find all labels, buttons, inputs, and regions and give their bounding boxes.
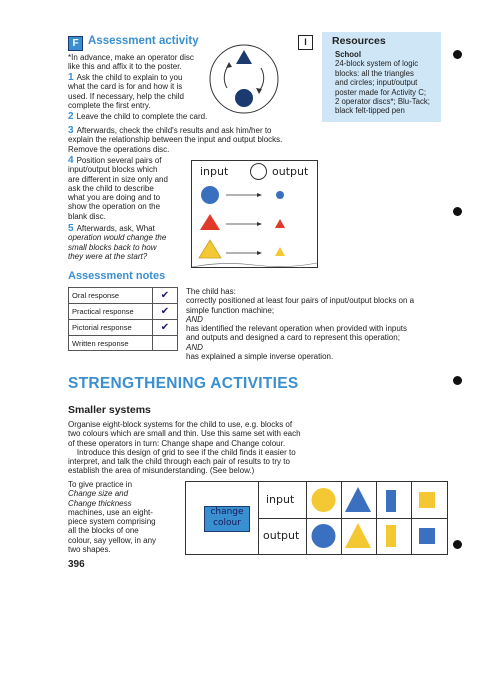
step-1-text: what the card is for and how it is <box>68 82 183 92</box>
step-3-text: explain the relationship between the input and output blocks. <box>68 135 283 145</box>
practice-text <box>68 480 183 554</box>
section-title: Assessment activity <box>88 35 199 47</box>
practice-line: Change size and <box>68 489 129 499</box>
operator-label: change <box>210 507 244 517</box>
tick-mark: ✔ <box>153 304 178 320</box>
paragraph-line: establish the area of misunderstanding. (See below.) <box>68 466 255 476</box>
intro-line: *In advance, make an operator disc <box>68 53 194 62</box>
criteria-line: AND <box>186 314 203 324</box>
assessment-criteria <box>186 287 446 361</box>
practice-line: piece system comprising <box>68 517 156 527</box>
step-2-text: 2 Leave the child to complete the card. <box>68 111 208 122</box>
resources-title: Resources <box>332 35 386 47</box>
step-4-text: show the operation on the <box>68 202 161 212</box>
step-4-text: input/output blocks which <box>68 165 158 175</box>
change-colour-grid <box>185 481 448 555</box>
step-5-text: they were at the start? <box>68 251 148 261</box>
practice-line: machines, use an eight- <box>68 507 153 517</box>
step-number: 1 <box>68 72 74 83</box>
response-table <box>68 287 178 351</box>
paragraph-line: Organise eight-block systems for the child to use, e.g. blocks of <box>68 420 293 429</box>
step-5-text: 5 Afterwards, ask, What <box>68 223 155 234</box>
criteria-line: and outputs and designed a card to represent this operation; <box>186 333 400 343</box>
card-input-label: input <box>200 165 229 178</box>
resources-panel <box>322 32 441 122</box>
step-4-text: what you are doing and to <box>68 193 161 203</box>
step-3-text: Remove the operations disc. <box>68 144 170 154</box>
criteria-line: The child has: <box>186 287 236 296</box>
page-number: 396 <box>68 559 85 570</box>
operator-disc-illustration <box>205 40 283 118</box>
grid-output-label: output <box>263 529 300 542</box>
blank-operator-disc <box>250 163 267 180</box>
activity-badge: F <box>68 36 83 51</box>
practice-line: all the blocks of one <box>68 526 139 536</box>
criteria-line: AND <box>186 342 203 352</box>
smaller-systems-subtitle: Smaller systems <box>68 404 151 416</box>
step-3-text: 3 Afterwards, check the child's results and ask him/her to <box>68 125 272 136</box>
response-label: Practical response <box>69 304 153 320</box>
resource-line: black felt-tipped pen <box>335 106 405 116</box>
card-output-label: output <box>272 165 309 178</box>
assessment-notes-title: Assessment notes <box>68 270 166 282</box>
resource-line: blocks: all the triangles <box>335 68 414 78</box>
response-label: Oral response <box>69 288 153 304</box>
practice-line: To give practice in <box>68 480 133 489</box>
table-row <box>69 288 178 304</box>
paragraph-line: two colours which are small and thin. Use this same set with each <box>68 429 301 439</box>
table-row <box>69 304 178 320</box>
resource-line: 24-block system of logic <box>335 59 419 69</box>
table-row <box>69 336 178 351</box>
binder-hole <box>453 376 462 385</box>
grid-input-label: input <box>266 493 295 506</box>
resource-line: poster made for Activity C; <box>335 87 426 97</box>
binder-hole <box>453 207 462 216</box>
response-label: Written response <box>69 336 153 351</box>
strengthening-paragraph <box>68 420 398 476</box>
paragraph-line: of these operators in turn: Change shape and Change colour. <box>68 438 286 448</box>
resource-line: and circles; input/output <box>335 78 418 88</box>
step-5-text: operation would change the <box>68 233 167 243</box>
tick-mark: ✔ <box>153 320 178 336</box>
grid-blocks <box>306 482 447 554</box>
criteria-line: has explained a simple inverse operation. <box>186 352 334 362</box>
operator-card <box>204 506 250 532</box>
step-1-text: complete the first entry. <box>68 100 151 110</box>
step-1-text: used. If necessary, help the child <box>68 91 184 101</box>
criteria-line: correctly positioned at least four pairs of input/output blocks on a <box>186 296 415 306</box>
practice-line: two shapes. <box>68 545 111 555</box>
resources-list <box>335 50 430 116</box>
resource-line: School <box>335 50 361 59</box>
activity-symbol: I <box>298 35 313 50</box>
resource-line: 2 operator discs*; Blu-Tack; <box>335 97 430 107</box>
binder-hole <box>453 50 462 59</box>
practice-line: colour, say yellow, in any <box>68 535 157 545</box>
step-4-text: blank disc. <box>68 211 106 221</box>
strengthening-title: STRENGTHENING ACTIVITIES <box>68 375 299 392</box>
tick-mark: ✔ <box>153 288 178 304</box>
response-label: Pictorial response <box>69 320 153 336</box>
tick-mark <box>153 336 178 351</box>
paragraph-line: Introduce this design of grid to see if the child finds it easier to <box>68 447 296 457</box>
step-1-text: 1 Ask the child to explain to you <box>68 72 183 83</box>
practice-line: Change thickness <box>68 498 132 508</box>
step-5-text: small blocks back to how <box>68 242 157 252</box>
step-4-text: ask the child to describe <box>68 183 154 193</box>
card-block-pairs <box>192 181 317 267</box>
step-4-text: 4 Position several pairs of <box>68 155 162 166</box>
step-4-text: are different in size only and <box>68 174 168 184</box>
input-output-card <box>191 160 318 268</box>
paragraph-line: interpret, and talk the child through each pair of results to try to <box>68 457 290 467</box>
intro-line: like this and affix it to the poster. <box>68 62 182 72</box>
criteria-line: has identified the relevant operation when provided with inputs <box>186 324 408 334</box>
table-row <box>69 320 178 336</box>
criteria-line: simple function machine; <box>186 305 275 315</box>
operator-label: colour <box>213 518 241 528</box>
binder-hole <box>453 540 462 549</box>
